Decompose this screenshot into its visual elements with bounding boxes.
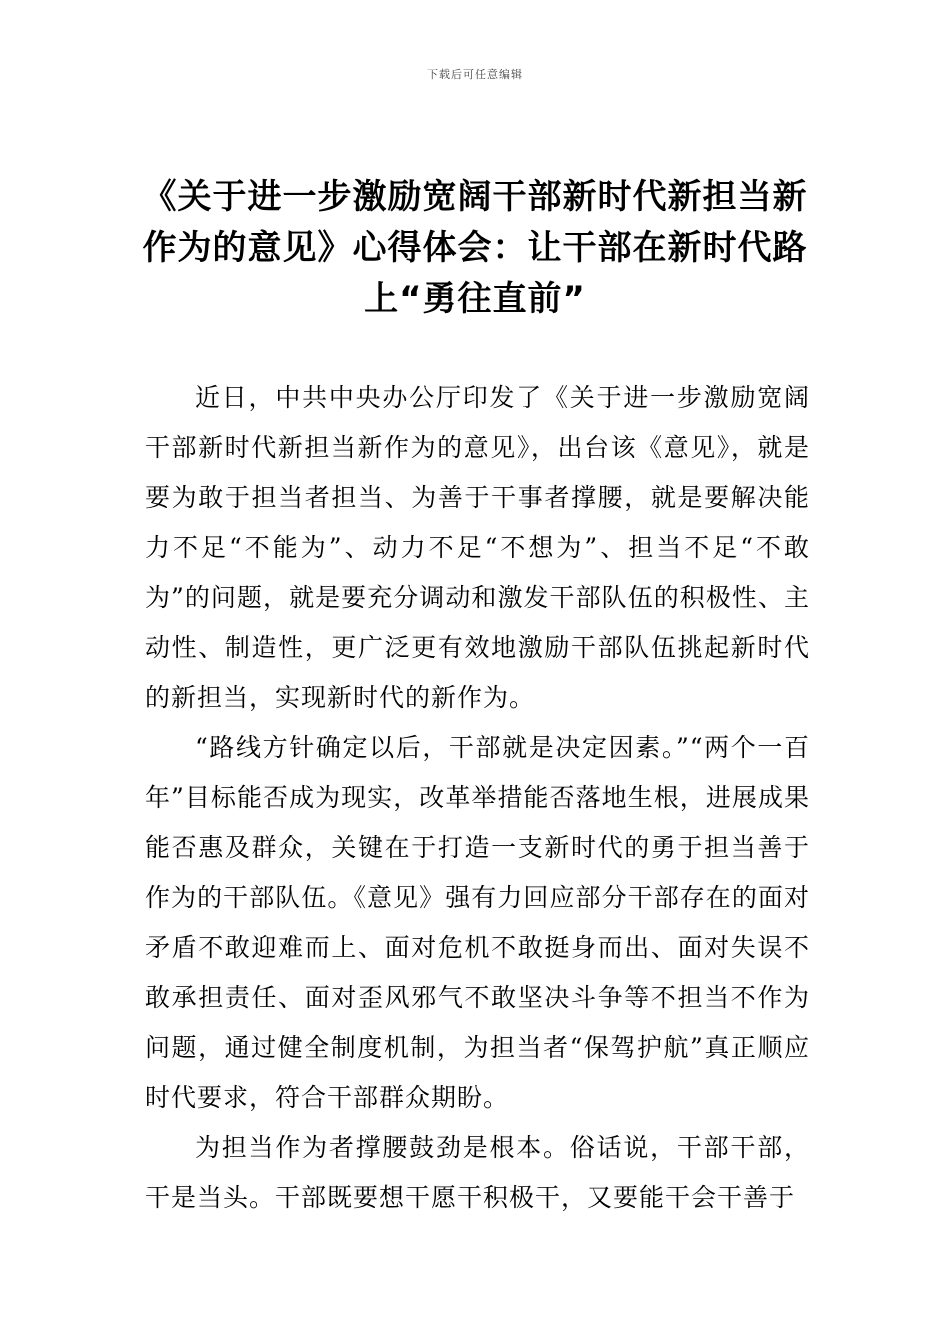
document-body: [145, 373, 810, 1223]
paragraph-3: 为担当作为者撑腰鼓劲是根本。俗话说，干部干部，干是当头。干部既要想干愿干积极干，又要能干会干善于: [145, 1133, 810, 1212]
document-title: 《关于进一步激励宽阔干部新时代新担当新作为的意见》心得体会：让干部在新时代路上“勇往直前”: [142, 177, 808, 319]
paragraph-2: “路线方针确定以后，干部就是决定因素。”“两个一百年”目标能否成为现实，改革举措能否落地生根，进展成果能否惠及群众，关键在于打造一支新时代的勇于担当善于作为的干部队伍。《意见》强有力回应部分干部存在的面对矛盾不敢迎难而上、面对危机不敢挺身而出、面对失误不敢承担责任、面对歪风邪气不敢坚决斗争等不担当不作为问题，通过健全制度机制，为担当者“保驾护航”真正顺应时代要求，符合干部群众期盼。: [145, 733, 810, 1112]
paragraph-1: 近日，中共中央办公厅印发了《关于进一步激励宽阔干部新时代新担当新作为的意见》，出台该《意见》，就是要为敢于担当者担当、为善于干事者撑腰，就是要解决能力不足“不能为”、动力不足“不想为”、担当不足“不敢为”的问题，就是要充分调动和激发干部队伍的积极性、主动性、制造性，更广泛更有效地激励干部队伍挑起新时代的新担当，实现新时代的新作为。: [145, 383, 810, 712]
header-note: 下载后可任意编辑: [427, 68, 523, 81]
